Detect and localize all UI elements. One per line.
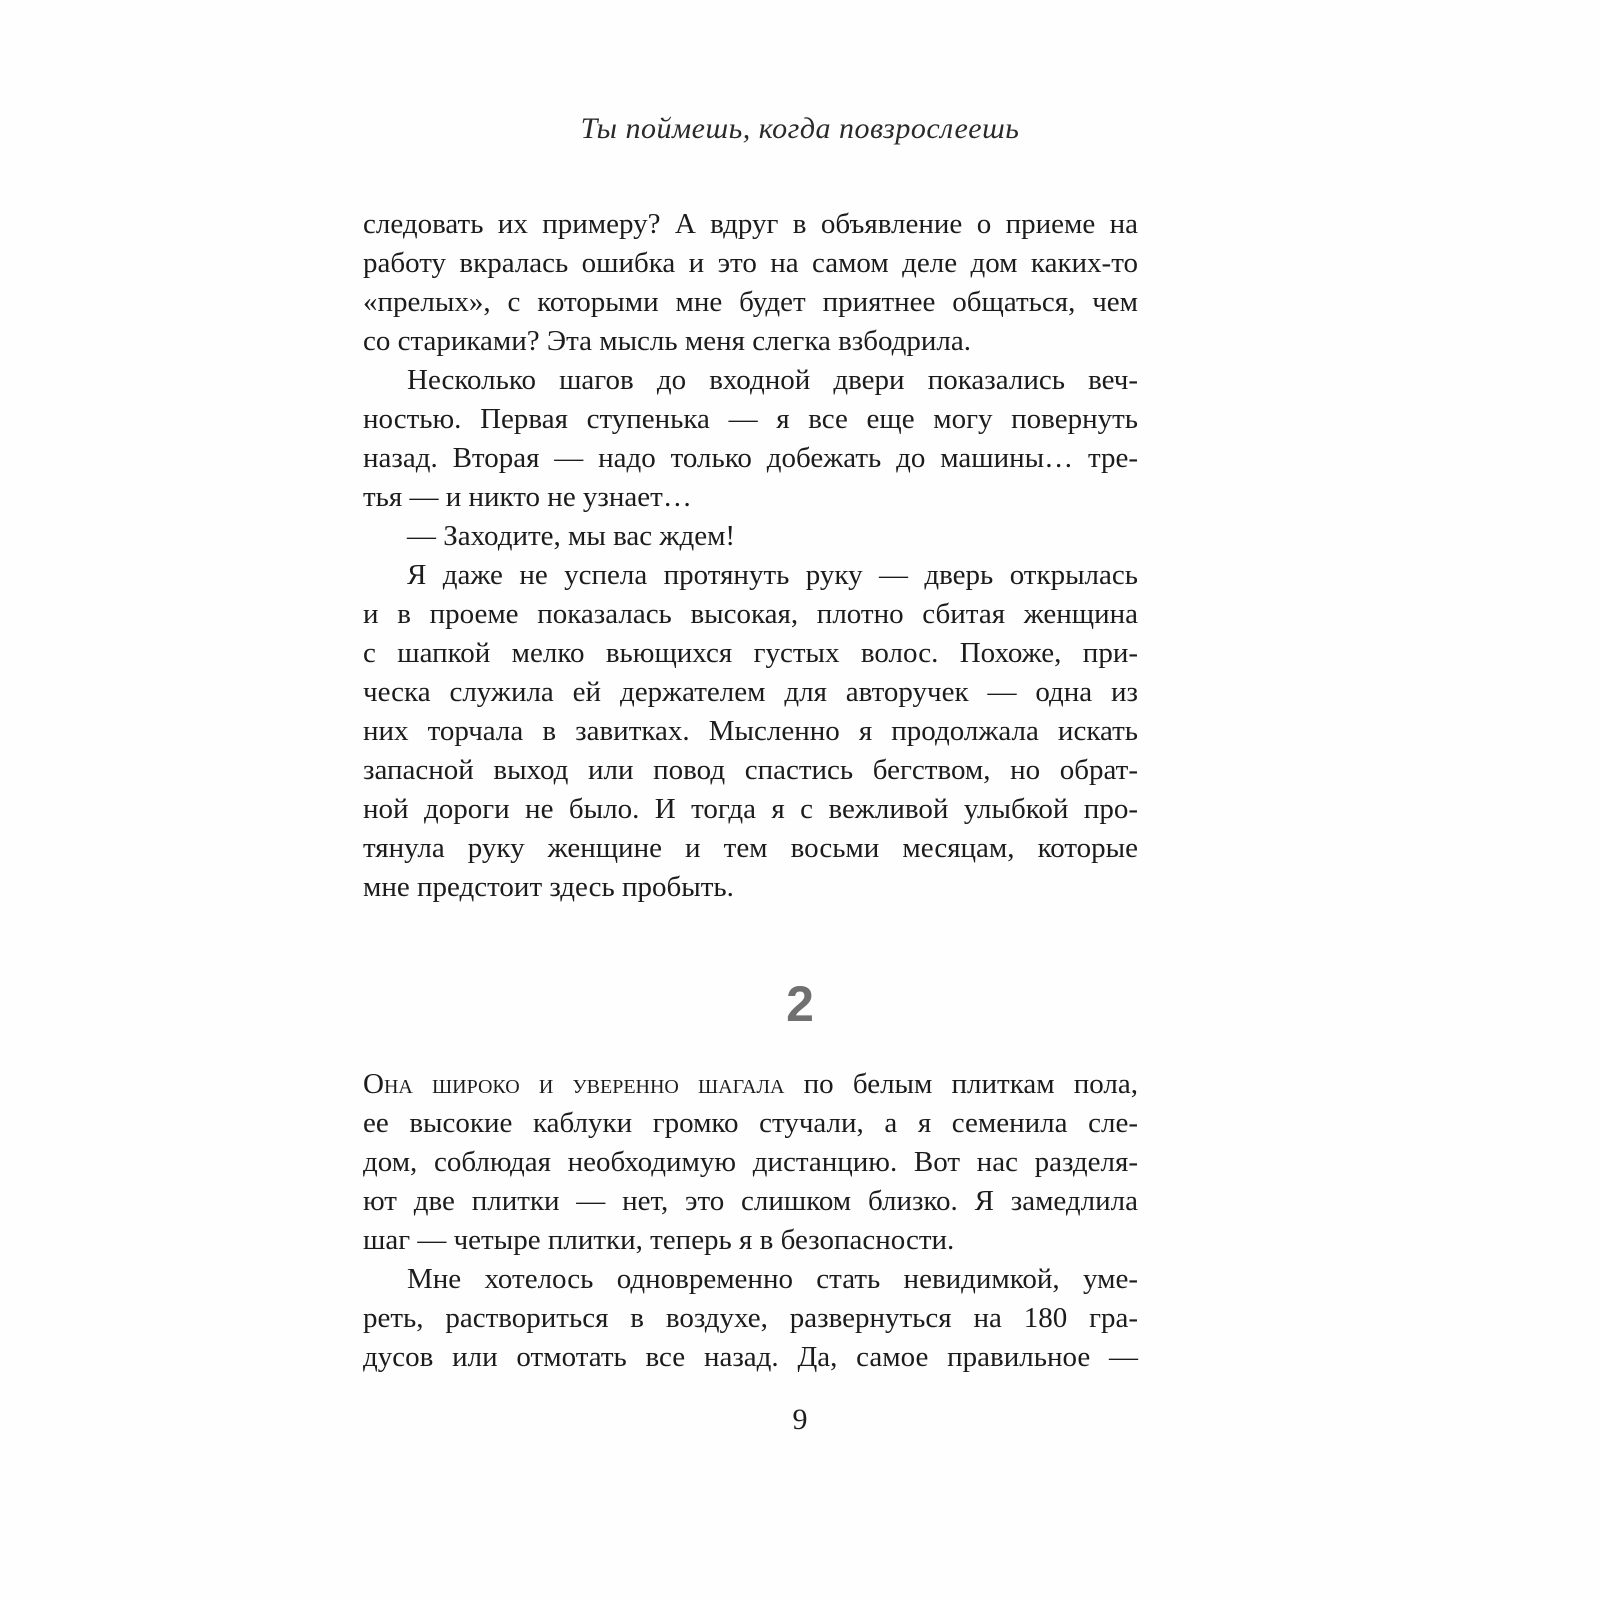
line-text: — Заходите, мы вас ждем! xyxy=(407,520,736,552)
line-text: ческа служила ей держателем для авторучек — одна из xyxy=(363,676,1138,708)
text-line xyxy=(363,1260,1138,1299)
line-text: тья — и никто не узнает… xyxy=(363,481,692,513)
line-text: них торчала в завитках. Мысленно я продолжала искать xyxy=(363,715,1138,747)
text-line xyxy=(363,1143,1138,1182)
text-line xyxy=(363,205,1138,244)
line-text: дом, соблюдая необходимую дистанцию. Вот нас разделя- xyxy=(363,1146,1138,1178)
line-text: тянула руку женщине и тем восьми месяцам, которые xyxy=(363,832,1138,864)
text-line xyxy=(363,1104,1138,1143)
text-line xyxy=(363,1221,1138,1260)
line-text: Мне хотелось одновременно стать невидимкой, уме- xyxy=(407,1263,1138,1295)
line-text: шаг — четыре плитки, теперь я в безопасности. xyxy=(363,1224,955,1256)
text-line xyxy=(363,751,1138,790)
text-line xyxy=(363,1182,1138,1221)
text-line xyxy=(363,322,1138,361)
line-text: со стариками? Эта мысль меня слегка взбодрила. xyxy=(363,325,972,357)
line-text: по белым плиткам пола, xyxy=(784,1068,1138,1100)
text-line xyxy=(363,283,1138,322)
text-line xyxy=(363,517,1138,556)
text-line xyxy=(363,712,1138,751)
line-text: дусов или отмотать все назад. Да, самое правильное — xyxy=(363,1341,1138,1373)
line-text: реть, раствориться в воздухе, развернуться на 180 гра- xyxy=(363,1302,1138,1334)
text-line xyxy=(363,439,1138,478)
line-text: следовать их примеру? А вдруг в объявление о приеме на xyxy=(363,208,1138,240)
line-text: запасной выход или повод спастись бегством, но обрат- xyxy=(363,754,1138,786)
line-text: ной дороги не было. И тогда я с вежливой улыбкой про- xyxy=(363,793,1138,825)
text-line xyxy=(363,361,1138,400)
text-line xyxy=(363,244,1138,283)
page-number: 9 xyxy=(792,1403,808,1436)
text-line xyxy=(363,1065,1138,1104)
text-line xyxy=(363,478,1138,517)
line-text: Я даже не успела протянуть руку — дверь открылась xyxy=(407,559,1138,591)
text-line xyxy=(363,1299,1138,1338)
text-line xyxy=(363,673,1138,712)
text-line xyxy=(363,868,1138,907)
text-line xyxy=(363,829,1138,868)
text-line xyxy=(363,595,1138,634)
chapter-number: 2 xyxy=(786,976,814,1032)
text-line xyxy=(363,556,1138,595)
line-text: «прелых», с которыми мне будет приятнее общаться, чем xyxy=(363,286,1138,318)
line-text: Несколько шагов до входной двери показались веч- xyxy=(407,364,1138,396)
text-line xyxy=(363,634,1138,673)
line-text: мне предстоит здесь пробыть. xyxy=(363,871,734,903)
text-line xyxy=(363,400,1138,439)
line-text: ют две плитки — нет, это слишком близко. Я замедлила xyxy=(363,1185,1138,1217)
running-head: Ты поймешь, когда повзрослеешь xyxy=(580,112,1020,145)
line-text: и в проеме показалась высокая, плотно сбитая женщина xyxy=(363,598,1138,630)
line-text: с шапкой мелко вьющихся густых волос. Похоже, при- xyxy=(363,637,1138,669)
chapter-lead-smallcaps: Она широко и уверенно шагала xyxy=(363,1068,785,1100)
line-text: ностью. Первая ступенька — я все еще могу повернуть xyxy=(363,403,1138,435)
line-text: назад. Вторая — надо только добежать до машины… тре- xyxy=(363,442,1138,474)
text-line xyxy=(363,790,1138,829)
line-text: работу вкралась ошибка и это на самом деле дом каких-то xyxy=(363,247,1138,279)
line-text: ее высокие каблуки громко стучали, а я семенила сле- xyxy=(363,1107,1138,1139)
text-line xyxy=(363,1338,1138,1377)
